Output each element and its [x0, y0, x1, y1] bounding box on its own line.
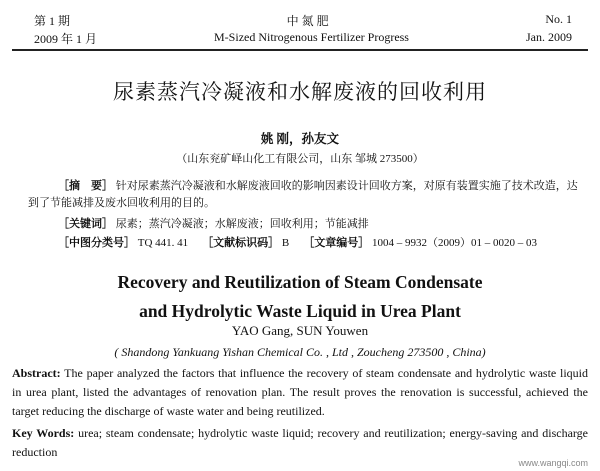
title-en — [0, 268, 600, 326]
abstract-cn — [28, 178, 580, 212]
keywords-cn — [28, 216, 580, 233]
keywords-en — [12, 424, 588, 462]
abstract-label-cn: ［摘 要］ — [58, 180, 113, 192]
issue-number-en: No. 1 — [545, 12, 572, 26]
keywords-label-en: Key Words: — [12, 426, 75, 440]
clc-label: ［中图分类号］ — [58, 237, 135, 249]
journal-name-cn: 中 氮 肥 — [286, 14, 329, 28]
title-en-line2: and Hydrolytic Waste Liquid in Urea Plant — [139, 301, 461, 321]
document-code — [202, 235, 289, 252]
article-id-value: 1004 – 9932（2009）01 – 0020 – 03 — [372, 237, 538, 249]
affiliation-en: ( Shandong Yankuang Yishan Chemical Co. , Ltd , Zoucheng 273500 , China) — [114, 345, 486, 359]
authors-cn: 姚 刚，孙友文 — [260, 132, 340, 146]
classification-line — [28, 235, 580, 252]
issue-number-cn: 第 1 期 — [34, 14, 71, 28]
keywords-text-en: urea; steam condensate; hydrolytic waste liquid; recovery and reutilization; energy-saving and discharge reduction — [12, 426, 588, 459]
date-cn: 2009 年 1 月 — [34, 32, 98, 46]
clc-value: TQ 441. 41 — [137, 237, 189, 249]
journal-name-en: M-Sized Nitrogenous Fertilizer Progress — [214, 30, 409, 44]
document-code-value: B — [281, 237, 290, 249]
running-header-bottom — [34, 30, 572, 47]
document-code-label: ［文献标识码］ — [202, 237, 280, 249]
abstract-en — [12, 364, 588, 421]
authors-en: YAO Gang, SUN Youwen — [231, 323, 369, 338]
abstract-text-cn: 针对尿素蒸汽冷凝液和水解废液回收的影响因素设计回收方案，对原有装置实施了技术改造，达到了节能减排及废水回收利用的目的。 — [28, 180, 578, 209]
article-id-label: ［文章编号］ — [303, 237, 370, 249]
title-en-line1: Recovery and Reutilization of Steam Condensate — [117, 272, 483, 292]
abstract-label-en: Abstract: — [12, 366, 61, 380]
article-id — [303, 235, 537, 252]
site-watermark: www.wangqi.com — [518, 458, 588, 468]
keywords-text-cn: 尿素；蒸汽冷凝液；水解废液；回收利用；节能减排 — [115, 218, 369, 230]
clc-number — [58, 235, 188, 252]
running-header-top — [34, 12, 572, 29]
header-rule — [12, 49, 588, 51]
date-en: Jan. 2009 — [525, 30, 572, 44]
abstract-text-en: The paper analyzed the factors that influence the recovery of steam condensate and hydrolytic waste liquid in urea plant, listed the advantages of renovation plan. The result proves the renovation is successful, achieved the target reducing the discharge of waste water and being reutilized. — [12, 366, 588, 418]
title-cn: 尿素蒸汽冷凝液和水解废液的回收利用 — [113, 80, 487, 104]
affiliation-cn: （山东兖矿峄山化工有限公司，山东 邹城 273500） — [176, 153, 424, 165]
keywords-label-cn: ［关键词］ — [58, 218, 113, 230]
